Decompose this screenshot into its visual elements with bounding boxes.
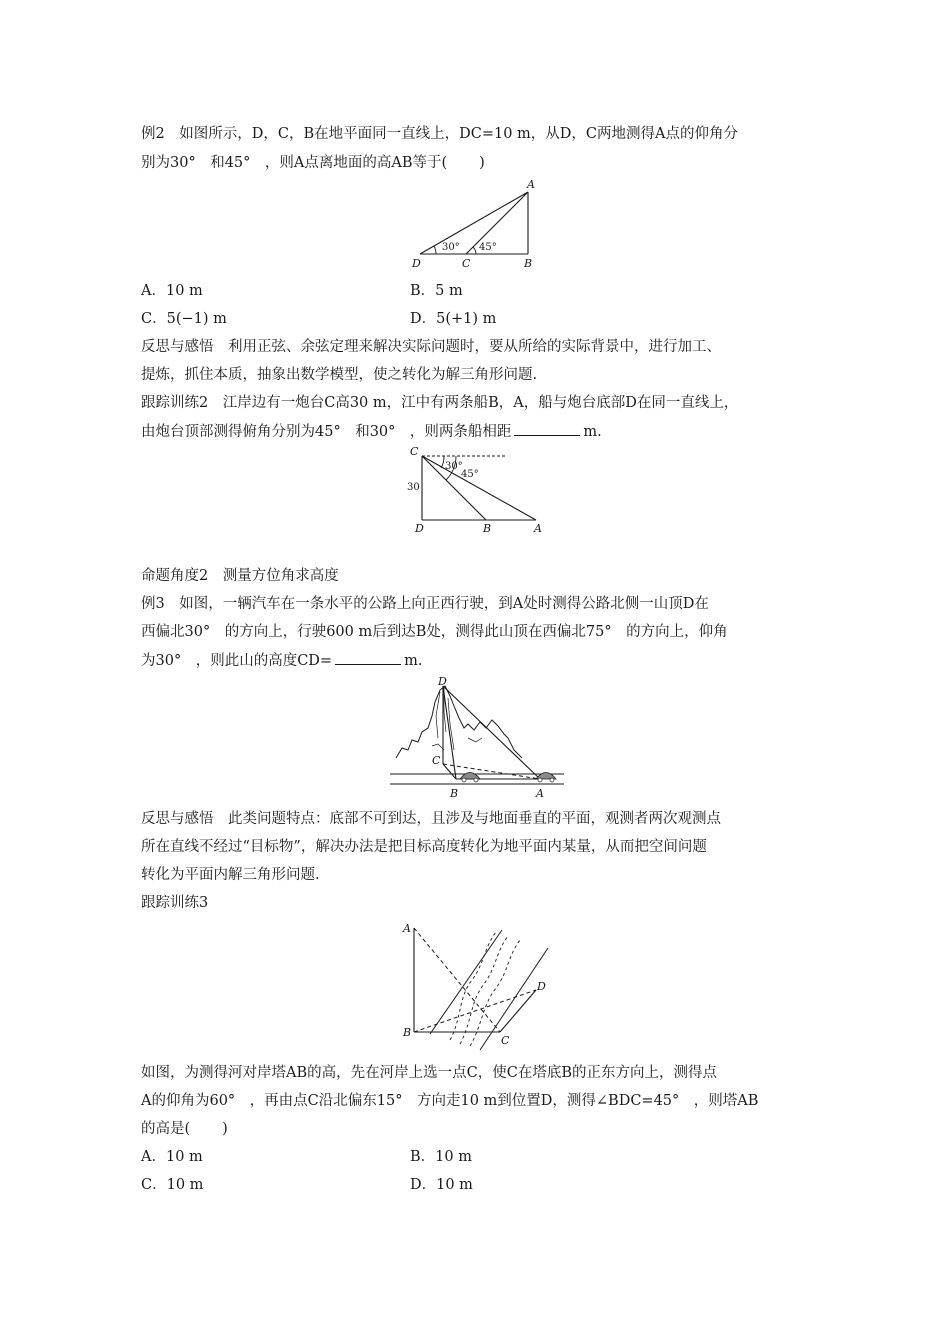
train2-angle-45: 45°: [461, 469, 479, 480]
train2-line-1: 跟踪训练2 江岸边有一炮台C高30 m，江中有两条船B，A，船与炮台底部D在同一直线上，: [141, 395, 739, 411]
train2-line-2: [141, 421, 602, 442]
reflect2-line-2: 所在直线不经过“目标物”，解决办法是把目标高度转化为地平面内某量，从而把空间问题: [141, 839, 707, 855]
train3-line-3-text: 的高是(: [141, 1121, 191, 1137]
train3-river-tower-figure: [400, 918, 560, 1058]
reflect1-line-1: 反思与感悟 利用正弦、余弦定理来解决实际问题时，要从所给的实际背景中，进行加工、: [141, 339, 721, 355]
reflect1-line-2: 提炼，抓住本质，抽象出数学模型，使之转化为解三角形问题.: [141, 367, 538, 383]
train2-height-label: 30: [407, 482, 420, 493]
ex2-option-d: D．5(+1) m: [410, 311, 497, 327]
ex3-mountain-figure: [388, 676, 568, 800]
ex2-label-a: A: [527, 178, 535, 191]
train3-label-b: B: [403, 1026, 412, 1039]
train2-label-a: A: [534, 522, 542, 535]
ex2-option-a: A．10 m: [141, 283, 203, 299]
ex3-line-2: 西偏北30° 的方向上，行驶600 m后到达B处，测得此山顶在西偏北75° 的方向上，仰角: [141, 624, 728, 640]
ex3-unit: m.: [404, 653, 423, 669]
ex2-line-1: 例2 如图所示，D，C，B在地平面同一直线上，DC=10 m，从D，C两地测得A点的仰角分: [141, 126, 738, 142]
ex3-line-3-text: 为30° ，则此山的高度CD=: [141, 653, 333, 669]
train3-option-b: B．10 m: [410, 1149, 472, 1165]
reflect2-line-1: 反思与感悟 此类问题特点：底部不可到达，且涉及与地面垂直的平面，观测者两次观测点: [141, 811, 721, 827]
train3-label-c: C: [501, 1034, 510, 1047]
train2-angle-30: 30°: [445, 461, 463, 472]
train3-option-c: C．10 m: [141, 1177, 204, 1193]
ex2-angle-45: 45°: [479, 242, 497, 253]
train2-label-d: D: [415, 522, 424, 535]
ex3-label-b: B: [450, 787, 459, 800]
ex2-paren-close: ): [479, 155, 485, 171]
train2-unit: m.: [583, 424, 602, 440]
train3-paren-close: ): [222, 1121, 228, 1137]
train2-line-2-text: 由炮台顶部测得俯角分别为45° 和30° ，则两条船相距: [141, 424, 512, 440]
ex2-line-2: [141, 153, 485, 173]
train2-cannon-figure: [404, 444, 554, 536]
ex3-line-3: [141, 650, 422, 671]
ex3-line-1: 例3 如图，一辆汽车在一条水平的公路上向正西行驶，到A处时测得公路北侧一山顶D在: [141, 596, 709, 612]
train2-label-c: C: [410, 445, 419, 458]
ex2-line-2-text: 别为30° 和45° ，则A点离地面的高AB等于(: [141, 155, 448, 171]
train3-label-d: D: [537, 980, 546, 993]
train3-title: 跟踪训练3: [141, 895, 209, 911]
ex3-label-a: A: [536, 787, 544, 800]
reflect2-line-3: 转化为平面内解三角形问题.: [141, 867, 320, 883]
angle2-title: 命题角度2 测量方位角求高度: [141, 568, 339, 584]
train2-label-b: B: [483, 522, 492, 535]
ex2-angle-30: 30°: [442, 242, 460, 253]
train3-label-a: A: [403, 922, 411, 935]
ex2-label-c: C: [462, 257, 471, 270]
ex3-label-c: C: [432, 754, 441, 767]
train3-option-a: A．10 m: [141, 1149, 203, 1165]
ex2-option-c: C．5(−1) m: [141, 311, 227, 327]
train3-line-1: 如图，为测得河对岸塔AB的高，先在河岸上选一点C，使C在塔底B的正东方向上，测得点: [141, 1065, 717, 1081]
ex2-label-d: D: [412, 257, 421, 270]
train3-line-2: A的仰角为60° ，再由点C沿北偏东15° 方向走10 m到位置D，测得∠BDC=45° ，则塔AB: [141, 1093, 759, 1109]
ex2-label-b: B: [524, 257, 533, 270]
ex3-label-d: D: [438, 675, 447, 688]
ex2-triangle-figure: [410, 178, 550, 270]
train3-line-3: [141, 1119, 228, 1139]
ex2-option-b: B．5 m: [410, 283, 463, 299]
train3-option-d: D．10 m: [410, 1177, 473, 1193]
